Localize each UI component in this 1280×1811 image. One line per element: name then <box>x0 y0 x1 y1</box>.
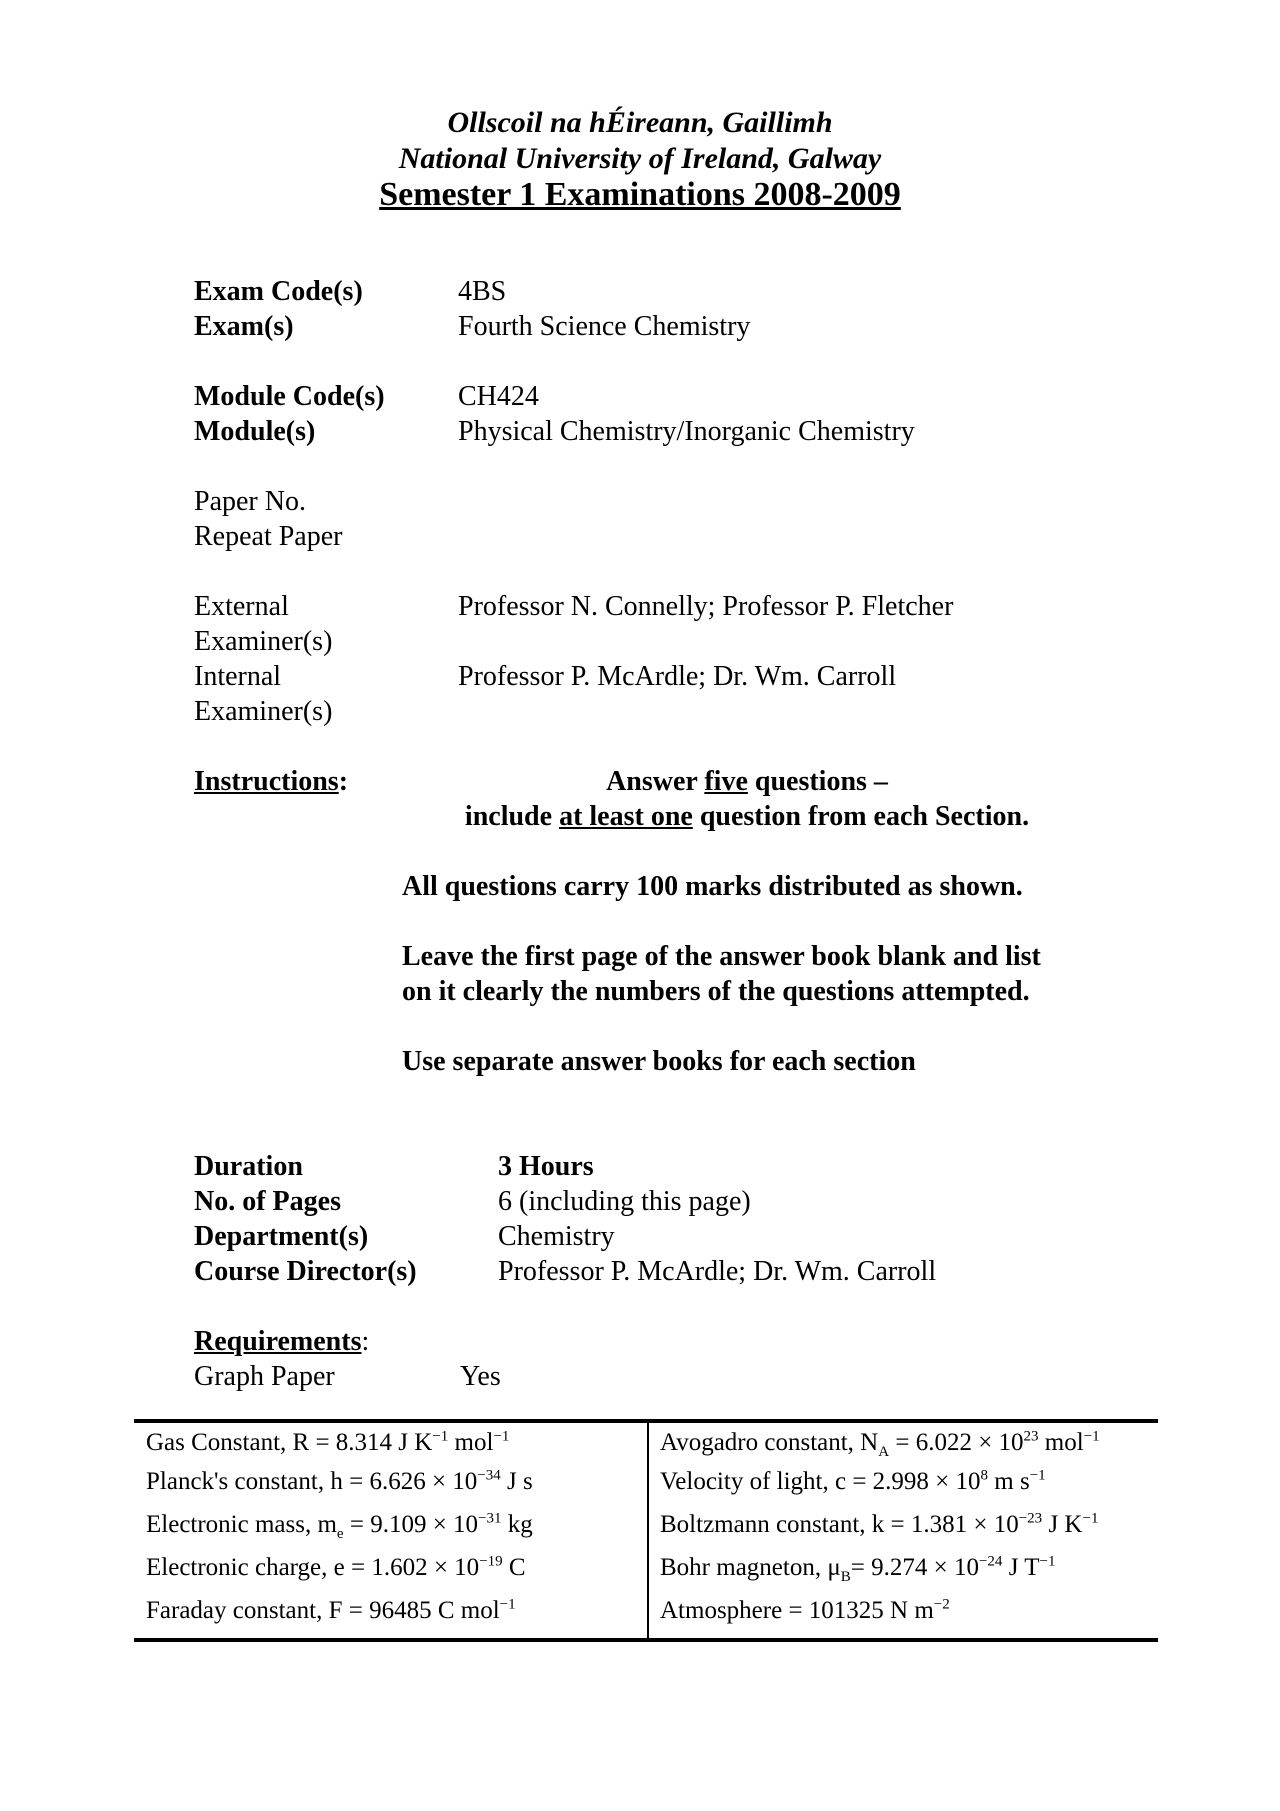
instructions-line-2: include at least one question from each Section. <box>464 801 1030 832</box>
instructions-heading: Instructions: <box>194 766 349 797</box>
paper-no-label: Paper No. <box>194 486 306 517</box>
repeat-paper-label: Repeat Paper <box>194 521 343 552</box>
module-code-value: CH424 <box>458 381 539 412</box>
exam-code-value: 4BS <box>458 276 507 307</box>
exam-label: Exam(s) <box>194 311 294 342</box>
pages-label: No. of Pages <box>194 1186 341 1217</box>
department-label: Department(s) <box>194 1221 369 1252</box>
internal-examiner-label-2: Examiner(s) <box>194 696 333 727</box>
instructions-line-1: Answer five questions – <box>606 766 888 797</box>
university-irish-name: Ollscoil na hÉireann, Gaillimh <box>447 106 833 139</box>
course-director-value: Professor P. McArdle; Dr. Wm. Carroll <box>498 1256 937 1287</box>
graph-paper-value: Yes <box>460 1361 501 1392</box>
requirements-heading: Requirements: <box>194 1326 370 1357</box>
constants-table-bottom-rule <box>134 1638 1158 1642</box>
constant-avogadro: Avogadro constant, $N_A = 6.022 \times 10^{23}$ mol$^{-1}$ <box>660 1428 1100 1460</box>
constant-electron-mass: Electronic mass, $m_e = 9.109 \times 10^{-31}$ kg <box>146 1510 533 1542</box>
external-examiners-value: Professor N. Connelly; Professor P. Fletcher <box>458 591 954 622</box>
internal-examiners-value: Professor P. McArdle; Dr. Wm. Carroll <box>458 661 897 692</box>
external-examiner-label-1: External <box>194 591 289 622</box>
instructions-marks: All questions carry 100 marks distributed as shown. <box>402 871 1023 902</box>
duration-value: 3 Hours <box>498 1151 594 1182</box>
constant-light-velocity: Velocity of light, $c = 2.998 \times 10^8$ m $s^{-1}$ <box>660 1467 1046 1495</box>
module-label: Module(s) <box>194 416 316 447</box>
department-value: Chemistry <box>498 1221 615 1252</box>
instructions-answer-book-1: Leave the first page of the answer book blank and list <box>402 941 1041 972</box>
constant-electron-charge: Electronic charge, $e = 1.602 \times 10^{-19}$ C <box>146 1553 526 1581</box>
module-code-label: Module Code(s) <box>194 381 385 412</box>
constants-table-top-rule <box>134 1419 1158 1423</box>
constant-planck: Planck's constant, $h = 6.626 \times 10^{-34}$ J s <box>146 1467 533 1495</box>
exam-session-title: Semester 1 Examinations 2008-2009 <box>379 176 901 213</box>
exam-code-label: Exam Code(s) <box>194 276 363 307</box>
module-value: Physical Chemistry/Inorganic Chemistry <box>458 416 915 447</box>
university-english-name: National University of Ireland, Galway <box>398 142 882 175</box>
duration-label: Duration <box>194 1151 303 1182</box>
instructions-separate-books: Use separate answer books for each section <box>402 1046 916 1077</box>
exam-value: Fourth Science Chemistry <box>458 311 751 342</box>
constant-gas: Gas Constant, R = 8.314 J $K^{-1}$ mol$^{-1}$ <box>146 1428 510 1456</box>
pages-value: 6 (including this page) <box>498 1186 751 1217</box>
graph-paper-label: Graph Paper <box>194 1361 335 1392</box>
constant-boltzmann: Boltzmann constant, $k = 1.381 \times 10^{-23}$ J $K^{-1}$ <box>660 1510 1099 1538</box>
external-examiner-label-2: Examiner(s) <box>194 626 333 657</box>
constants-table-divider <box>647 1423 649 1641</box>
constant-faraday: Faraday constant, F = 96485 C mol$^{-1}$ <box>146 1596 516 1624</box>
internal-examiner-label-1: Internal <box>194 661 282 692</box>
constant-bohr-magneton: Bohr magneton, $\mu_B= 9.274 \times 10^{-24}$ J $T^{-1}$ <box>660 1553 1056 1585</box>
course-director-label: Course Director(s) <box>194 1256 417 1287</box>
instructions-answer-book-2: on it clearly the numbers of the questions attempted. <box>402 976 1030 1007</box>
constant-atmosphere: Atmosphere = 101325 N $m^{-2}$ <box>660 1596 950 1624</box>
